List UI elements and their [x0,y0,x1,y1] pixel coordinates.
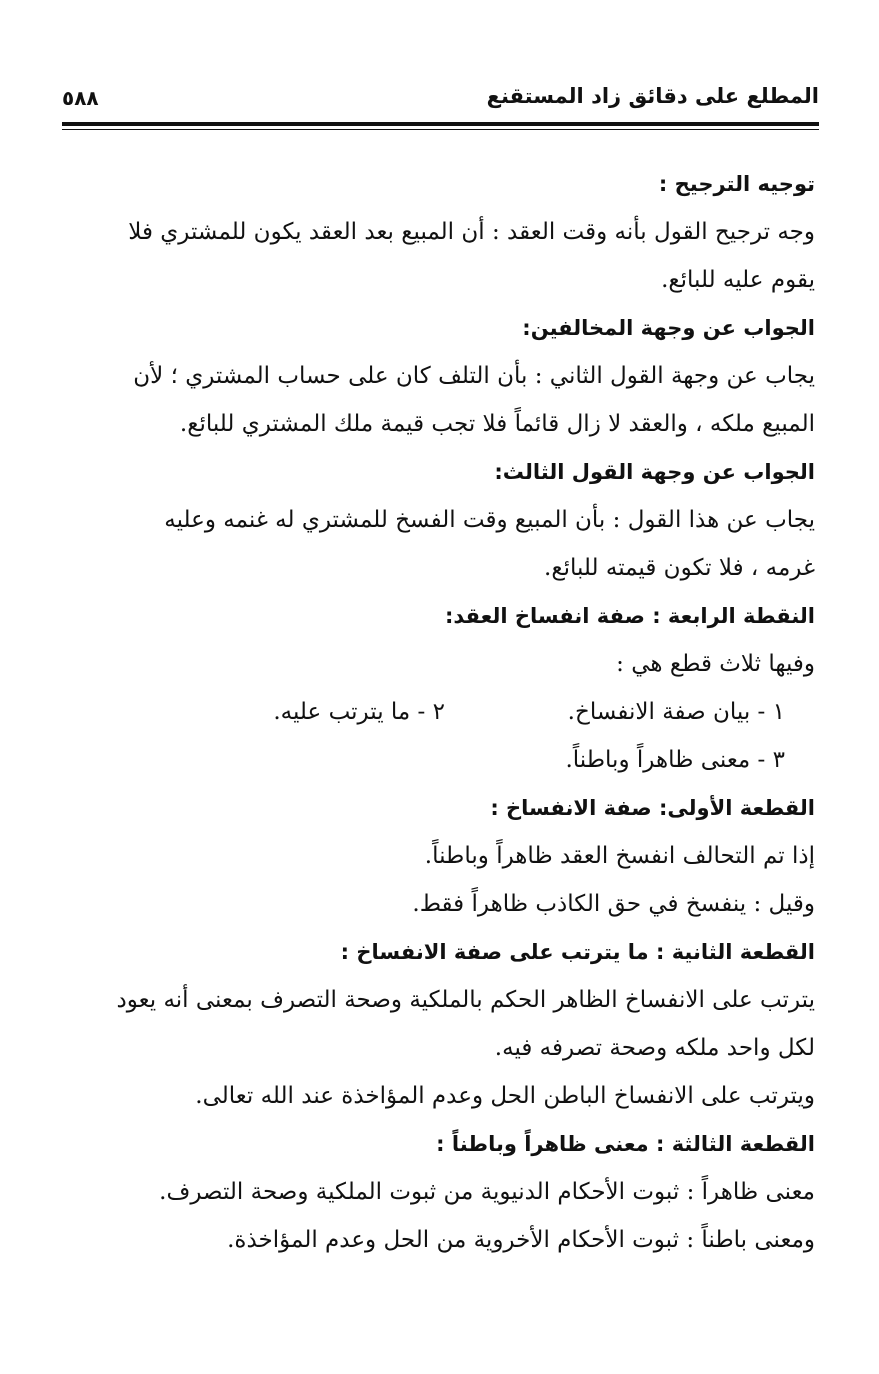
list-row [63,736,815,784]
section-heading-jawab-thalith: الجواب عن وجهة القول الثالث: [494,460,815,484]
running-header [62,80,819,120]
list-item: ٢ - ما يترتب عليه. [273,699,445,725]
header-rule-thick [62,122,819,126]
list-item: ١ - بيان صفة الانفساخ. [567,699,785,725]
paragraph-line: المبيع ملكه ، والعقد لا زال قائماً فلا تجب قيمة ملك المشتري للبائع. [179,411,815,437]
paragraph-line: وفيها ثلاث قطع هي : [616,651,815,677]
paragraph-line: معنى ظاهراً : ثبوت الأحكام الدنيوية من ثبوت الملكية وصحة التصرف. [159,1179,815,1205]
page-body [63,160,815,1264]
paragraph-line: ومعنى باطناً : ثبوت الأحكام الأخروية من الحل وعدم المؤاخذة. [227,1227,815,1253]
section-heading-qitaa-two: القطعة الثانية : ما يترتب على صفة الانفساخ : [340,940,815,964]
book-title: المطلع على دقائق زاد المستقنع [486,84,819,108]
page-number: ٥٨٨ [62,86,99,110]
section-heading-jawab-mukhalifin: الجواب عن وجهة المخالفين: [522,316,815,340]
section-heading-qitaa-three: القطعة الثالثة : معنى ظاهراً وباطناً : [436,1132,815,1156]
section-heading-tawjih: توجيه الترجيح : [658,172,815,196]
section-heading-qitaa-one: القطعة الأولى: صفة الانفساخ : [490,796,815,820]
header-rule-thin [62,129,819,130]
paragraph-line: وجه ترجيح القول بأنه وقت العقد : أن المبيع بعد العقد يكون للمشتري فلا [128,219,815,245]
list-row [63,688,815,736]
paragraph-line: لكل واحد ملكه وصحة تصرفه فيه. [494,1035,815,1061]
paragraph-line: يجاب عن هذا القول : بأن المبيع وقت الفسخ للمشتري له غنمه وعليه [164,507,815,533]
paragraph-line: يجاب عن وجهة القول الثاني : بأن التلف كان على حساب المشتري ؛ لأن [133,363,815,389]
paragraph-line: وقيل : ينفسخ في حق الكاذب ظاهراً فقط. [412,891,815,917]
paragraph-line: إذا تم التحالف انفسخ العقد ظاهراً وباطناً. [424,843,815,869]
paragraph-line: غرمه ، فلا تكون قيمته للبائع. [544,555,815,581]
paragraph-line: يترتب على الانفساخ الظاهر الحكم بالملكية وصحة التصرف بمعنى أنه يعود [116,987,815,1013]
paragraph-line: ويترتب على الانفساخ الباطن الحل وعدم المؤاخذة عند الله تعالى. [195,1083,815,1109]
paragraph-line: يقوم عليه للبائع. [661,267,815,293]
list-item: ٣ - معنى ظاهراً وباطناً. [565,747,785,773]
section-heading-point-four: النقطة الرابعة : صفة انفساخ العقد: [444,604,815,628]
